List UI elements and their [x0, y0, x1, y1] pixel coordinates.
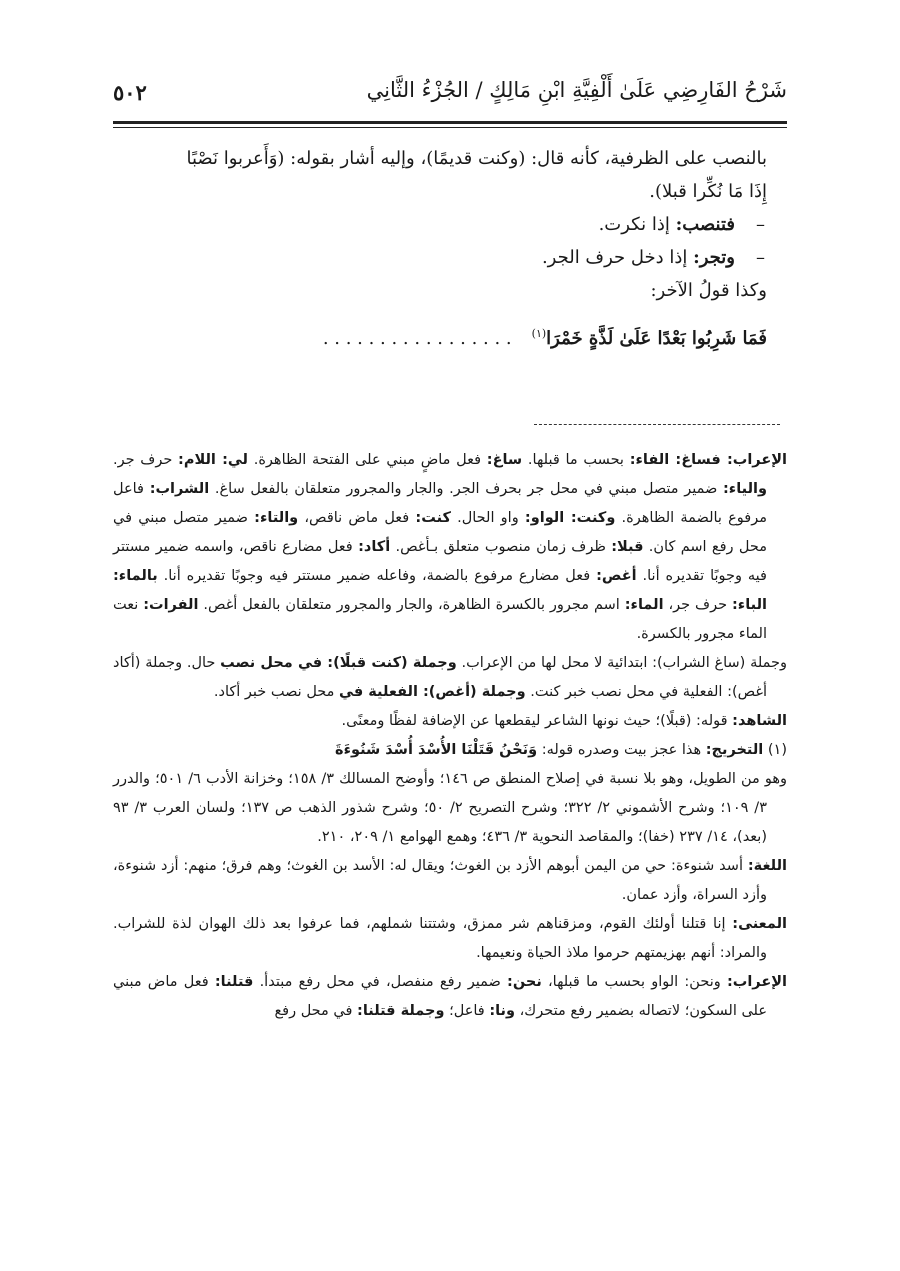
- paragraph: [113, 142, 787, 208]
- note-text: فاعل مرفوع بالضمة الظاهرة.: [113, 481, 767, 526]
- note-text: حرف جر.: [113, 452, 179, 468]
- header-rule-thin: [113, 127, 787, 128]
- list-item-term: فتنصب:: [675, 214, 735, 235]
- note-text: فعل مضارع ناقص، واسمه ضمير مستتر فيه وجوبًا تقديره أنا.: [113, 539, 767, 584]
- note-term: الشاهد:: [732, 713, 787, 729]
- note-term: قبلا:: [611, 539, 644, 555]
- verse-dots: . . . . . . . . . . . . . . . . .: [322, 328, 512, 349]
- note-text: وهو من الطويل، وهو بلا نسبة في إصلاح المنطق ص ١٤٦؛ وأوضح المسالك ٣/ ١٥٨؛ وخزانة الأدب ٦/ ٥٠١؛ والدرر ٣/ ١٠٩؛ وشرح الأشموني ٢/ ٣٢٢؛ وشرح التصريح ٢/ ٥٠؛ وشرح شذور الذهب ص ١٣٧؛ ولسان العرب ٣/ ٩٣ (بعد)، ١٤/ ٢٣٧ (خفا)؛ والمقاصد النحوية ٣/ ٤٣٦؛ وهمع الهوامع ١/ ٢٠٩، ٢١٠.: [113, 771, 788, 845]
- paragraph-line: بالنصب على الظرفية، كأنه قال: (وكنت قديمًا)، وإليه أشار بقوله: (وَأَعربوا نَصْبًا: [186, 148, 767, 169]
- note-term: كنت:: [415, 510, 451, 526]
- note-paragraph: [113, 736, 787, 765]
- note-paragraph: [113, 707, 787, 736]
- list-item-text: إذا دخل حرف الجر.: [541, 247, 694, 268]
- note-text: محل نصب خبر أكاد.: [213, 684, 340, 700]
- main-text: [113, 142, 787, 355]
- note-term: الشراب:: [149, 481, 210, 497]
- note-term: الفرات:: [143, 597, 199, 613]
- footnote-separator: [534, 424, 780, 425]
- book-title: شَرْحُ الفَارِضِي عَلَىٰ أَلْفِيَّةِ ابْنِ مَالِكٍ / الجُزْءُ الثَّانِي: [366, 78, 787, 102]
- header-rule-thick: [113, 121, 787, 124]
- list-item: [113, 241, 787, 274]
- note-term: الإعراب:: [726, 974, 787, 990]
- note-text: فعل ماض مبني على السكون؛ لاتصاله بضمير رفع متحرك،: [113, 974, 767, 1019]
- note-text: ضمير متصل مبني في محل جر بحرف الجر. والجار والمجرور متعلقان بالفعل ساغ.: [209, 481, 723, 497]
- footnotes: [113, 446, 787, 1026]
- list-item-term: وتجر:: [693, 247, 735, 268]
- note-text: اسم مجرور بالكسرة الظاهرة، والجار والمجرور متعلقان بالفعل أغص.: [198, 597, 625, 613]
- note-term: وجملة (أغص): الفعلية في: [339, 684, 526, 700]
- note-term: الإعراب: فساغ: الفاء:: [629, 452, 787, 468]
- note-text: نعت الماء مجرور بالكسرة.: [113, 597, 767, 642]
- verse-intro: وكذا قولُ الآخر:: [650, 280, 767, 301]
- note-text: قوله: (قبلًا)؛ حيث نونها الشاعر ليقطعها عن الإضافة لفظًا ومعنًى.: [341, 713, 733, 729]
- note-term: نحن:: [507, 974, 542, 990]
- note-term: أغص:: [596, 568, 637, 584]
- note-term: أكاد:: [358, 539, 391, 555]
- note-text: إنا قتلنا أولئك القوم، ومزقناهم شر ممزق، وشتتنا شملهم، فما عرفوا بعد ذلك الهوان لذة للشراب. والمراد: أنهم بهزيمتهم حرموا ملاذ الحياة ونعيمها.: [113, 916, 767, 961]
- note-term: قتلنا:: [214, 974, 254, 990]
- note-term: ونا:: [489, 1003, 516, 1019]
- note-text: ضمير متصل مبني في محل رفع اسم كان.: [113, 510, 768, 555]
- list-item-text: إذا نكرت.: [598, 214, 676, 235]
- paragraph-line: إِذَا مَا نُكِّرا قبلا).: [649, 181, 767, 202]
- note-term: المعنى:: [732, 916, 787, 932]
- note-paragraph: [113, 446, 787, 649]
- note-text: حال. وجملة (أكاد أغص): الفعلية في محل نصب خبر كنت.: [113, 655, 767, 700]
- note-term: والياء:: [723, 481, 768, 497]
- note-term: ساغ:: [486, 452, 523, 468]
- note-term: وَنَحْنُ قَتَلْنَا الأُسْدَ أُسْدَ شَنُوءَةَ: [335, 742, 538, 758]
- note-term: وجملة (كنت قبلًا): في محل نصب: [220, 655, 457, 671]
- note-text: فاعل؛: [444, 1003, 490, 1019]
- note-paragraph: [113, 910, 787, 968]
- note-text: أسد شنوءة: حي من اليمن أبوهم الأزد بن الغوث؛ ويقال له: الأسد بن الغوث؛ وهم فرق؛ منهم: أزد شنوءة، وأزد السراة، وأزد عمان.: [113, 858, 767, 903]
- note-text: ونحن: الواو بحسب ما قبلها،: [541, 974, 727, 990]
- note-text: ضمير رفع منفصل، في محل رفع مبتدأ.: [253, 974, 508, 990]
- note-text: (١): [763, 742, 787, 758]
- note-term: اللغة:: [747, 858, 787, 874]
- note-text: هذا عجز بيت وصدره قوله:: [537, 742, 706, 758]
- dash-bullet: –: [756, 214, 765, 235]
- note-text: واو الحال.: [450, 510, 525, 526]
- note-text: في محل رفع: [274, 1003, 358, 1019]
- note-term: الماء:: [624, 597, 664, 613]
- dash-bullet: –: [756, 247, 765, 268]
- note-paragraph: [113, 765, 787, 852]
- note-paragraph: [113, 649, 787, 707]
- note-term: وجملة قتلنا:: [357, 1003, 445, 1019]
- note-text: حرف جر،: [663, 597, 732, 613]
- verse-line: [113, 317, 787, 355]
- note-text: فعل ماض ناقص،: [298, 510, 416, 526]
- note-text: فعل مضارع مرفوع بالضمة، وفاعله ضمير مستتر فيه وجوبًا تقديره أنا.: [157, 568, 597, 584]
- verse-text: فَمَا شَرِبُوا بَعْدًا عَلَىٰ لَذَّةٍ خَمْرَا: [546, 328, 767, 349]
- footnote-marker: (١): [531, 327, 547, 340]
- note-paragraph: [113, 968, 787, 1026]
- note-paragraph: [113, 852, 787, 910]
- note-text: فعل ماضٍ مبني على الفتحة الظاهرة.: [247, 452, 487, 468]
- note-text: ظرف زمان منصوب متعلق بـأغص.: [390, 539, 612, 555]
- note-term: التخريج:: [705, 742, 764, 758]
- note-term: وكنت: الواو:: [524, 510, 616, 526]
- note-term: والتاء:: [254, 510, 299, 526]
- note-text: بحسب ما قبلها.: [522, 452, 630, 468]
- page-number: ٥٠٢: [113, 80, 147, 105]
- running-header: [113, 70, 787, 116]
- note-term: بالماء: الباء:: [113, 568, 767, 613]
- note-term: لي: اللام:: [178, 452, 248, 468]
- note-text: وجملة (ساغ الشراب): ابتدائية لا محل لها من الإعراب.: [456, 655, 787, 671]
- list-item: [113, 208, 787, 241]
